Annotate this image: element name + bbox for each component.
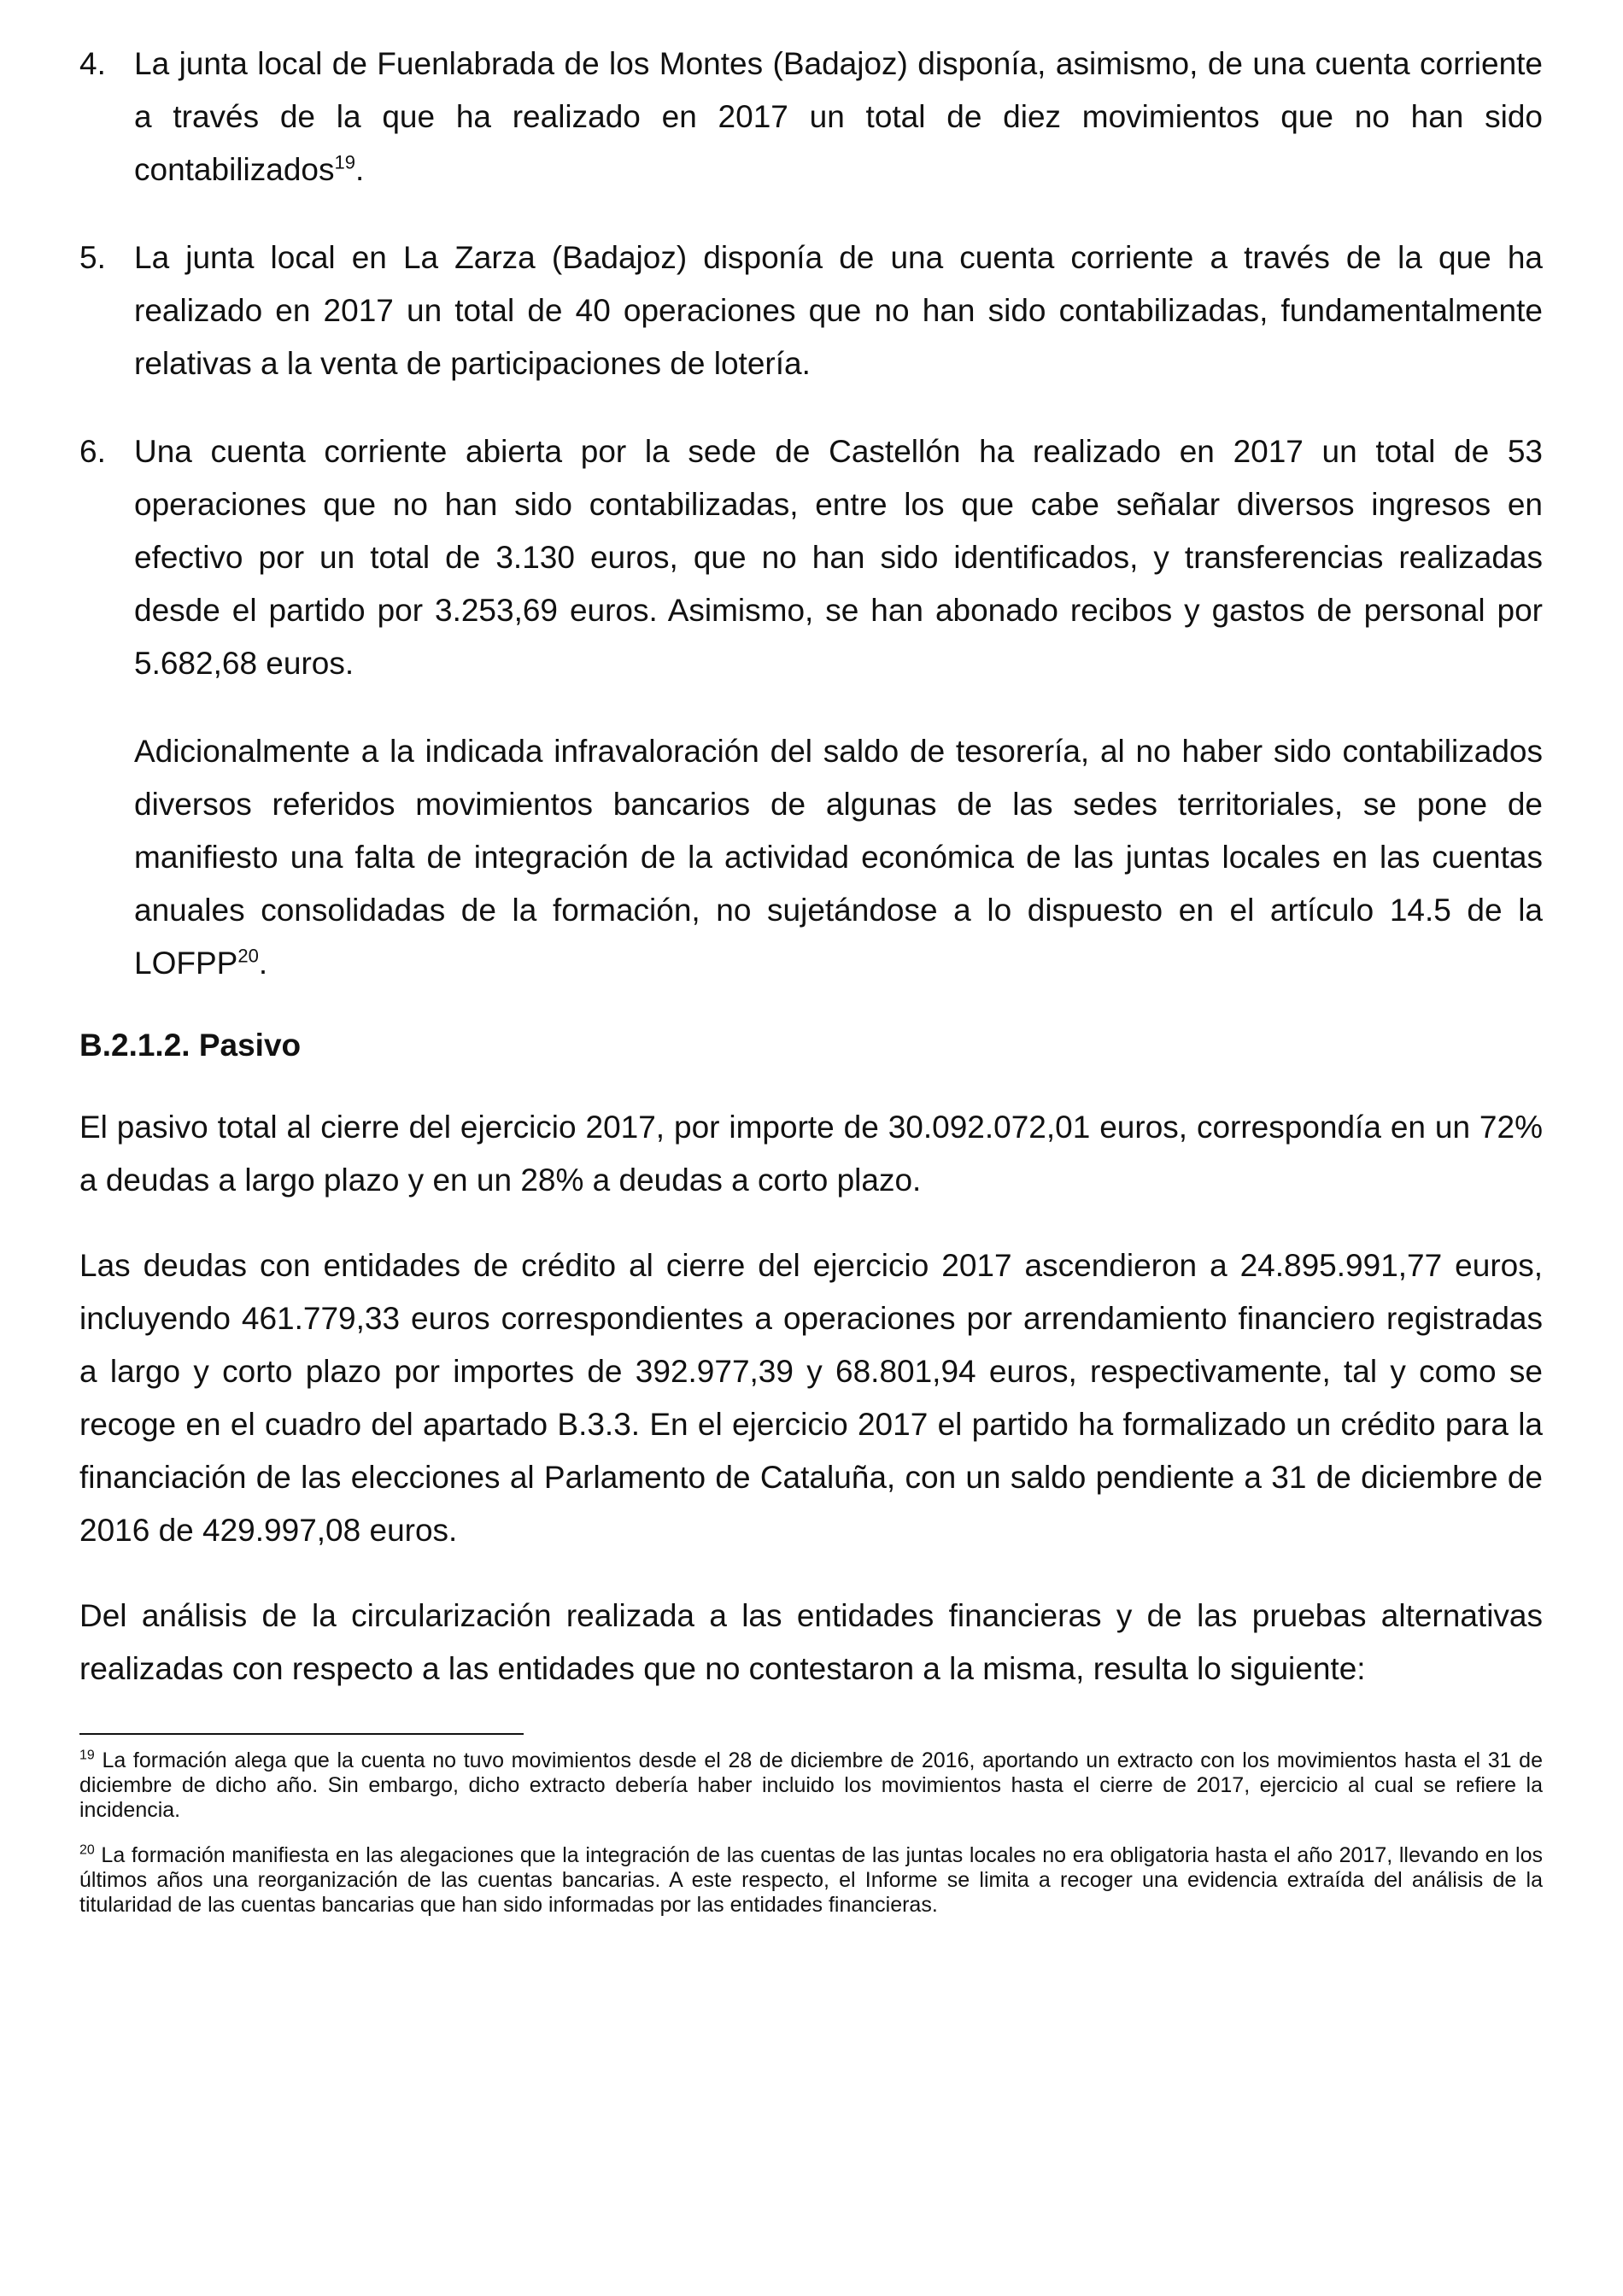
footnote-19 [79, 1748, 1543, 1823]
paragraph-circularizacion: Del análisis de la circularización realizada a las entidades financieras y de las pruebas alternativas realizadas con respecto a las entidades que no contestaron a la misma, resulta lo siguiente: [79, 1598, 1543, 1686]
list-item-punctuation: . [354, 152, 365, 187]
list-item-text: La junta local en La Zarza (Badajoz) disponía de una cuenta corriente a través de la que ha realizado en 2017 un total de 40 operaciones que no han sido contabilizadas, fundamentalmente relativas a la venta de participaciones de lotería. [134, 240, 1543, 381]
paragraph-deudas-credito: Las deudas con entidades de crédito al cierre del ejercicio 2017 ascendieron a 24.895.991,77 euros, incluyendo 461.779,33 euros correspondientes a operaciones por arrendamiento financiero registradas a largo y corto plazo por importes de 392.977,39 y 68.801,94 euros, respectivamente, tal y como se recoge en el cuadro del apartado B.3.3. En el ejercicio 2017 el partido ha formalizado un crédito para la financiación de las elecciones al Parlamento de Cataluña, con un saldo pendiente a 31 de diciembre de 2016 de 429.997,08 euros. [79, 1248, 1543, 1548]
paragraph-pasivo-total: El pasivo total al cierre del ejercicio 2017, por importe de 30.092.072,01 euros, correspondía en un 72% a deudas a largo plazo y en un 28% a deudas a corto plazo. [79, 1110, 1543, 1198]
footnote-text: La formación alega que la cuenta no tuvo movimientos desde el 28 de diciembre de 2016, aportando un extracto con los movimientos hasta el 31 de diciembre de dicho año. Sin embargo, dicho extracto debería haber incluido los movimientos hasta el cierre de 2017, ejercicio al cual se refiere la incidencia. [79, 1748, 1543, 1822]
section-heading: B.2.1.2. Pasivo [79, 1028, 302, 1063]
footnote-number: 20 [79, 1842, 95, 1858]
page-content [79, 38, 1543, 1918]
paragraph-text: Adicionalmente a la indicada infravaloración del saldo de tesorería, al no haber sido contabilizados diversos referidos movimientos bancarios de algunas de las sedes territoriales, se pone de manifiesto una falta de integración de la actividad económica de las juntas locales en las cuentas anuales consolidadas de la formación, no sujetándose a lo dispuesto en el artículo 14.5 de la LOFPP [134, 734, 1543, 981]
footnote-ref-19[interactable]: 19 [334, 151, 355, 173]
list-item-text: Una cuenta corriente abierta por la sede de Castellón ha realizado en 2017 un total de 53 operaciones que no han sido contabilizadas, entre los que cabe señalar diversos ingresos en efectivo por un total de 3.130 euros, que no han sido identificados, y transferencias realizadas desde el partido por 3.253,69 euros. Asimismo, se han abonado recibos y gastos de personal por 5.682,68 euros. [134, 434, 1543, 681]
list-number: 5. [79, 240, 106, 275]
list-number: 6. [79, 434, 106, 469]
footnote-number: 19 [79, 1748, 95, 1763]
paragraph-punctuation: . [258, 946, 268, 981]
footnote-text: La formación manifiesta en las alegaciones que la integración de las cuentas de las juntas locales no era obligatoria hasta el año 2017, llevando en los últimos años una reorganización de las cuentas bancarias. A este respecto, el Informe se limita a recoger una evidencia extraída del análisis de la titularidad de las cuentas bancarias que han sido informadas por las entidades financieras. [79, 1843, 1543, 1917]
list-item-6 [79, 425, 1543, 690]
footnote-ref-20[interactable]: 20 [237, 945, 259, 967]
list-item-4 [79, 38, 1543, 196]
indented-paragraph [79, 725, 1543, 990]
footnote-20 [79, 1843, 1543, 1918]
list-number: 4. [79, 46, 106, 81]
list-item-text: La junta local de Fuenlabrada de los Montes (Badajoz) disponía, asimismo, de una cuenta corriente a través de la que ha realizado en 2017 un total de diez movimientos que no han sido contabilizados [134, 46, 1543, 187]
footnote-divider [79, 1733, 524, 1735]
list-item-5 [79, 231, 1543, 390]
